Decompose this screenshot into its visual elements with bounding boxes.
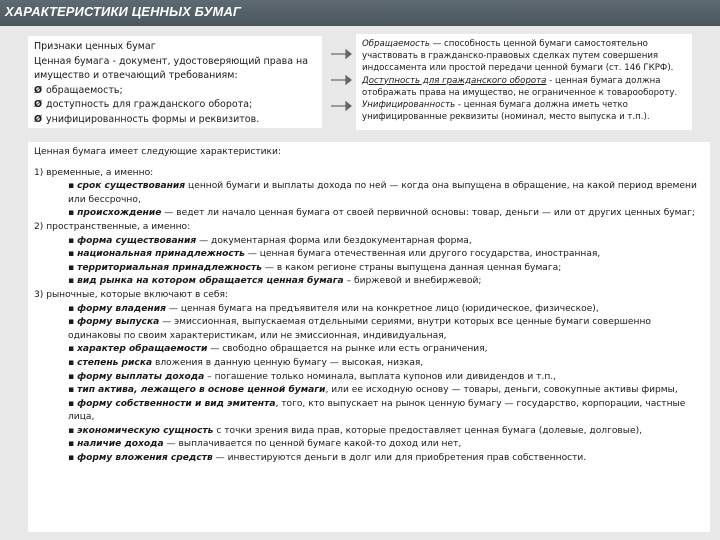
definition-text: Ценная бумага - документ, удостоверяющий права на имущество и отвечающий требованиям: [34, 55, 309, 81]
list-item: ▪ форму владения — ценная бумага на предъявителя или на конкретное лицо (юридическое, физическое), [68, 303, 599, 314]
section-heading: 2) пространственные, а именно: [34, 221, 191, 232]
page-title: ХАРАКТЕРИСТИКИ ЦЕННЫХ БУМАГ [5, 4, 242, 19]
features-box [28, 36, 322, 128]
list-item: ▪ экономическую сущность с точки зрения вида прав, которые предоставляет ценная бумага (долевые, долговые), [68, 425, 643, 436]
arrow-bullet-icon: Ø [34, 113, 43, 125]
list-item: ▪ форму выпуска — эмиссионная, выпускаемая отдельными сериями, внутри которых все ценные бумаги совершенно одинаковы по своим характеристикам, или не эмиссионная, индивидуальная, [68, 317, 651, 341]
list-item: ▪ наличие дохода — выплачивается по ценной бумаге какой-то доход или нет, [68, 439, 462, 450]
list-item: ▪ вид рынка на котором обращается ценная бумага – биржевой и внебиржевой; [68, 276, 482, 287]
feature-item [34, 84, 316, 99]
definition-unifikaciya [362, 99, 686, 123]
definitions-box [356, 34, 692, 130]
list-item: ▪ характер обращаемости — свободно обращается на рынке или есть ограничения, [68, 344, 488, 355]
features-heading: Признаки ценных бумаг [34, 41, 156, 52]
definition-desc: - ценная бумага должна иметь четко унифицированные реквизиты (номинал, место выпуска и т.п.). [362, 100, 650, 123]
list-item: ▪ форму вложения средств — инвестируются деньги в долг или для приобретения прав собственности. [68, 453, 587, 464]
definition-dostupnost [362, 75, 686, 99]
definition-term: Обращаемость [362, 39, 430, 49]
list-item: ▪ степень риска вложения в данную ценную бумагу — высокая, низкая, [68, 357, 424, 368]
title-bar [0, 0, 720, 26]
definition-term: Унифицированность [362, 100, 456, 111]
definition-desc: - ценная бумага должна отображать права на имущество, не ограниченное к товарообороту. [362, 75, 678, 98]
definition-desc: — способность ценной бумаги самостоятельно участвовать в гражданско-правовых сделках путем совершения индоссамента или простой передачи ценной бумаги (ст. 146 ГКРФ). [362, 39, 674, 74]
feature-label: доступность для гражданского оборота; [46, 99, 253, 110]
list-item: ▪ форму собственности и вид эмитента, того, кто выпускает на рынок ценную бумагу — государство, корпорации, частные лица, [68, 398, 686, 423]
arrow-bullet-icon: Ø [34, 84, 43, 96]
list-item: ▪ срок существования ценной бумаги и выплаты дохода по ней — когда она выпущена в обращение, на какой период времени или бессрочно, [68, 181, 697, 205]
feature-item [34, 113, 316, 128]
list-item: ▪ национальная принадлежность — ценная бумага отечественная или другого государства, иностранная, [68, 249, 601, 260]
list-item: ▪ происхождение — ведет ли начало ценная бумага от своей первичной основы: товар, деньги — или от других ценных бумаг; [68, 208, 695, 219]
characteristics-box [28, 142, 710, 532]
feature-item [34, 98, 316, 113]
section-heading: 3) рыночные, которые включают в себя: [34, 289, 229, 300]
definition-obrashchaemost [362, 38, 686, 75]
definition-term: Доступность для гражданского оборота [362, 75, 547, 86]
feature-label: обращаемость; [46, 84, 123, 96]
connector-arrows-icon [328, 40, 352, 124]
list-item: ▪ тип актива, лежащего в основе ценной бумаги, или ее исходную основу — товары, деньги, совокупные активы фирмы, [68, 385, 678, 396]
arrow-bullet-icon: Ø [34, 99, 43, 110]
list-item: ▪ территориальная принадлежность — в каком регионе страны выпущена данная ценная бумага; [68, 262, 562, 273]
feature-label: унифицированность формы и реквизитов. [46, 113, 260, 125]
intro-text: Ценная бумага имеет следующие характеристики: [34, 147, 282, 157]
list-item: ▪ форма существования — документарная форма или бездокументарная форма, [68, 235, 472, 246]
list-item: ▪ форму выплаты дохода – погашение только номинала, выплата купонов или дивидендов и т.п., [68, 371, 557, 382]
section-heading: 1) временные, а именно: [34, 167, 154, 178]
